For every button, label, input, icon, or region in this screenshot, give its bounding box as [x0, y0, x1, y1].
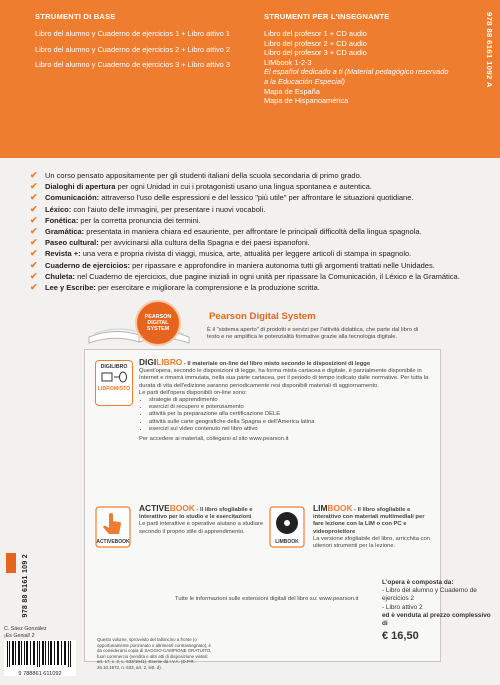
- teacher-tool-item: Libro del profesor 3 + CD audio: [264, 48, 367, 58]
- barcode: [4, 640, 76, 676]
- check-icon: ✔: [30, 203, 38, 214]
- teacher-tool-item: El español dedicado a ti (Material pedagógico reservado a la Educación Especial): [264, 67, 449, 86]
- activebook-icon: [95, 506, 131, 548]
- isbn-vertical: 978 88 6161 1092 A: [485, 12, 494, 88]
- info-line[interactable]: Tutte le informazioni sulle estensioni digitali del libro su: www.pearson.it: [175, 596, 359, 602]
- book-mouse-icon: [100, 370, 128, 384]
- feature-item: ✔ Paseo cultural: per avvicinarsi alla cultura della Spagna e dei paesi ispanofoni.: [30, 237, 310, 248]
- check-icon: ✔: [30, 248, 38, 259]
- limbook-text: LIMBOOK - Il libro sfogliabile e interattivo con materiali multimediali per fare lezione con la LIM o con PC e videoproiettore La versione sfogliabile del libro, arricchita con ulteriori strumenti per la lezione.: [313, 505, 435, 550]
- feature-item: ✔ Cuaderno de ejercicios: per ripassare e approfondire in maniera autonoma tutti gli argomenti trattati nelle Unidades.: [30, 259, 435, 270]
- publisher-logo: [6, 553, 16, 573]
- digilibro-icon: DIGILIBRO LIBROMISTO: [95, 360, 133, 406]
- teacher-tools-title: STRUMENTI PER L'INSEGNANTE: [264, 12, 390, 21]
- composition-price: [382, 579, 492, 643]
- basic-tool-item: Libro del alumno y Cuaderno de ejercicios 2 + Libro attivo 2: [35, 44, 230, 54]
- spine-isbn: 978 88 6161 109 2: [22, 554, 29, 618]
- list-item: • strategie di apprendimento: [149, 397, 434, 404]
- check-icon: ✔: [30, 181, 38, 192]
- list-item: • attività per la preparazione alla certificazione DELE: [149, 411, 434, 418]
- header-band: [0, 0, 500, 158]
- pds-description: È il "sistema aperto" di prodotti e servizi per l'attività didattica, che parte dal libro di testo e ne amplifica le potenzialità formative grazie alla tecnologia digitale.: [207, 327, 419, 341]
- feature-item: ✔ Revista +: una vera e propria rivista di viaggi, musica, arte, attualità per leggere articoli di stampa in spagnolo.: [30, 248, 412, 259]
- feature-item: ✔ Dialoghi di apertura per ogni Unidad in cui i protagonisti usano una lingua spontanea e autentica.: [30, 181, 372, 192]
- feature-item: ✔ Lee y Escribe: per esercitare e migliorare la comprensione e la produzione scritta.: [30, 282, 320, 293]
- svg-text:ACTIVEBOOK: ACTIVEBOOK: [96, 539, 130, 545]
- composed-heading: L'opera è composta da:: [382, 579, 454, 586]
- sale-text: ed è venduta al prezzo complessivo di: [382, 611, 491, 628]
- teacher-tool-item: LIMbook 1-2-3: [264, 57, 312, 67]
- digilibro-access[interactable]: Per accedere ai materiali, collegarsi al sito www.pearson.it: [139, 436, 289, 443]
- check-icon: ✔: [30, 214, 38, 225]
- check-icon: ✔: [30, 282, 38, 293]
- basic-tools-title: STRUMENTI DI BASE: [35, 12, 116, 21]
- digilibro-list-intro: Le parti dell'opera disponibili on-line sono:: [139, 389, 247, 396]
- barcode-number: 9 788861 611092: [18, 671, 62, 677]
- teacher-tool-item: Mapa de España: [264, 86, 320, 96]
- limbook-icon: [269, 506, 305, 548]
- pds-title: Pearson Digital System: [209, 311, 316, 322]
- features-list: [30, 170, 470, 293]
- basic-tool-item: Libro del alumno y Cuaderno de ejercicios 1 + Libro attivo 1: [35, 29, 230, 38]
- svg-text:LIMBOOK: LIMBOOK: [275, 539, 299, 545]
- composed-item: - Libro del alumno y Cuaderno de ejercicios 2: [382, 587, 477, 603]
- check-icon: ✔: [30, 270, 38, 281]
- check-icon: ✔: [30, 259, 38, 270]
- author-title: C. Sáez González ¡Es Genial! 2: [4, 626, 47, 639]
- teacher-tools-list: [264, 29, 454, 106]
- legal-notice: Questo volume, sprovvisto del talloncino a fronte (o opportunamente punzonato o altrimenti contrassegnato), è da considerarsi copia di SAGGIO-CAMPIONE GRATUITO, fuori commercio (vendita e altri atti di disposizione vietati: art. 17, c. 2, L. 633/1941). Esente da I.V.A. (D.P.R. 26.10.1972, n. 633, art. 2, lett. d).: [97, 637, 212, 670]
- barcode-icon: [4, 640, 76, 668]
- feature-item: ✔ Léxico: con l'aiuto delle immagini, per presentare i nuovi vocaboli.: [30, 203, 266, 214]
- feature-item: ✔ Comunicación: attraverso l'uso delle espressioni e del lessico "più utile" per affrontare le situazioni quotidiane.: [30, 192, 414, 203]
- pearson-logo: PEARSON DIGITAL SYSTEM: [135, 300, 181, 346]
- teacher-tool-item: Libro del profesor 1 + CD audio: [264, 29, 367, 38]
- check-icon: ✔: [30, 170, 38, 180]
- composed-item: - Libro attivo 2: [382, 603, 423, 611]
- check-icon: ✔: [30, 237, 38, 248]
- list-item: • attività sulle carte geografiche della Spagna e dell'America latina: [149, 419, 434, 426]
- basic-tools-list: [35, 29, 235, 76]
- check-icon: ✔: [30, 226, 38, 237]
- check-icon: ✔: [30, 192, 38, 203]
- price: € 16,50: [382, 630, 419, 643]
- list-item: • esercizi di recupero e potenziamento: [149, 404, 434, 411]
- digilibro-list: [139, 397, 434, 433]
- teacher-tool-item: Libro del profesor 2 + CD audio: [264, 38, 367, 48]
- activebook-text: ACTIVEBOOK - Il libro sfogliabile e interattivo per lo studio e le esercitazioni Le parti interattive e operative aiutano a studiare secondo il proprio stile di apprendimento.: [139, 503, 264, 535]
- teacher-tool-item: Mapa de Hispanoamérica: [264, 96, 349, 106]
- feature-item: ✔ Un corso pensato appositamente per gli studenti italiani della scuola secondaria di primo grado.: [30, 170, 362, 180]
- limbook-body: La versione sfogliabile del libro, arricchita con ulteriori strumenti per la lezione.: [313, 535, 430, 550]
- activebook-body: Le parti interattive e operative aiutano a studiare secondo il proprio stile di apprendimento.: [139, 521, 264, 535]
- feature-item: ✔ Fonética: per la corretta pronuncia dei termini.: [30, 214, 201, 225]
- basic-tool-item: Libro del alumno y Cuaderno de ejercicios 3 + Libro attivo 3: [35, 60, 230, 70]
- feature-item: ✔ Gramática: presentata in maniera chiara ed esauriente, per affrontare le principali difficoltà della lingua spagnola.: [30, 226, 422, 237]
- digilibro-text: DIGILIBRO - Il materiale on-line del libro misto secondo le disposizioni di legge Quest'opera, secondo le disposizioni di legge, ha forma mista cartacea e digitale, è parzialmente disponibile in Internet e rimarrà immutata, nella sua parte cartacea, per il periodo di tempo indicato dalle normative. Per tutta la durata di vita dell'edizione saranno periodicamente resi disponibili materiali di aggiornamento. Le parti dell'opera disponibili on-line sono: • strategie di apprendimento • esercizi di recupero e potenziamento • attività per la preparazione alla certificazione DELE • attività sulle carte geografiche della Spagna e dell'America latina • esercizi sul video contenuto nel libro attivo Per accedere ai materiali, collegarsi al sito www.pearson.it: [139, 359, 434, 443]
- list-item: • esercizi sul video contenuto nel libro attivo: [149, 426, 434, 433]
- digilibro-body: Quest'opera, secondo le disposizioni di legge, ha forma mista cartacea e digitale, è parzialmente disponibile in Internet e rimarrà immutata, nella sua parte cartacea, per il periodo di tempo indicato dalle normative. Per tutta la durata di vita dell'edizione saranno periodicamente resi disponibili materiali di aggiornamento.: [139, 368, 429, 389]
- feature-item: ✔ Chuleta: nel Cuaderno de ejercicios, due pagine iniziali in ogni unità per ripassare la Comunicación, il Léxico e la Gramática.: [30, 270, 460, 281]
